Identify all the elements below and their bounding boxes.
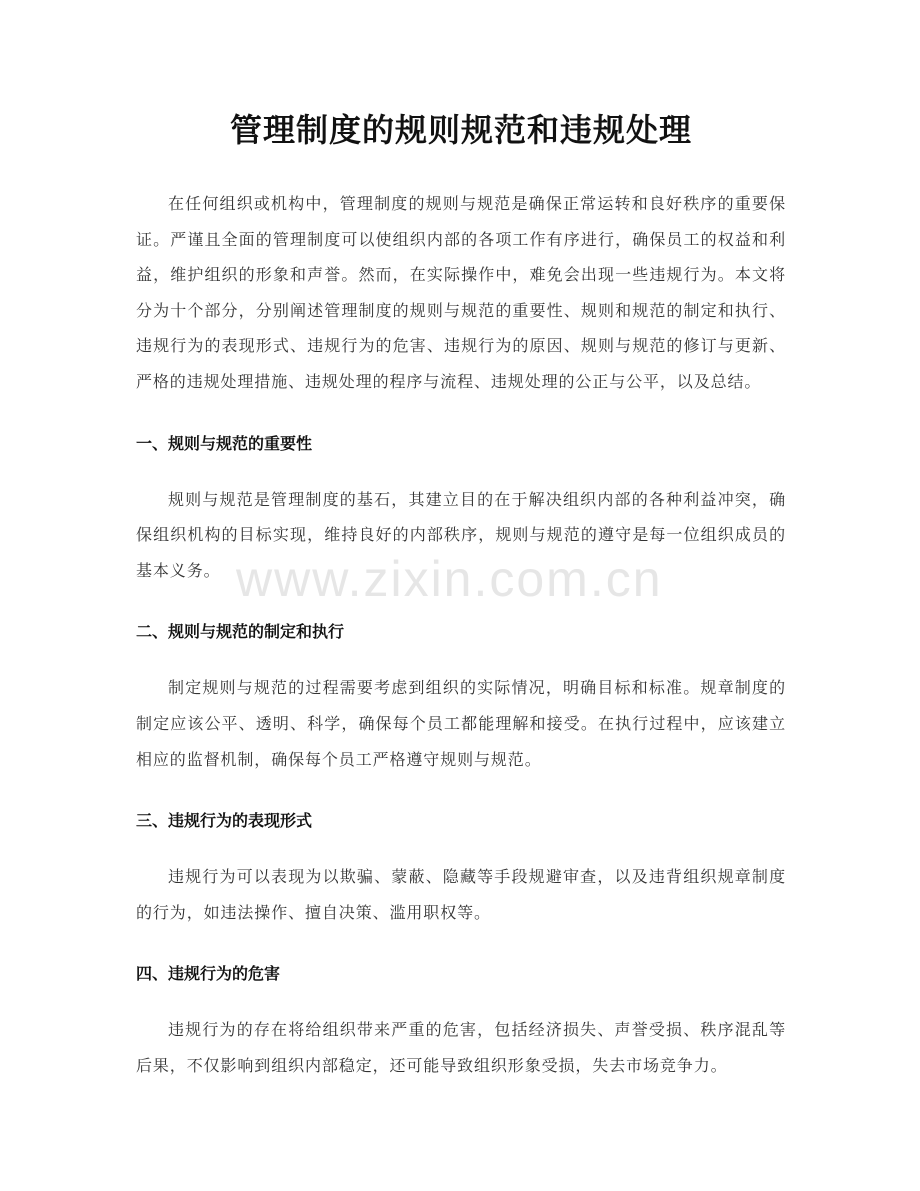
- section-heading: 三、违规行为的表现形式: [136, 811, 313, 831]
- section-1: [136, 426, 786, 589]
- document-title: 管理制度的规则规范和违规处理: [229, 111, 692, 149]
- section-paragraph: 规则与规范是管理制度的基石，其建立目的在于解决组织内部的各种利益冲突，确保组织机构的目标实现，维持良好的内部秩序，规则与规范的遵守是每一位组织成员的基本义务。: [136, 489, 786, 580]
- watermark: www.zixin.com.cn: [236, 551, 663, 607]
- section-heading: 四、违规行为的危害: [136, 964, 281, 984]
- intro-paragraph: 在任何组织或机构中，管理制度的规则与规范是确保正常运转和良好秩序的重要保证。严谨且全面的管理制度可以使组织内部的各项工作有序进行，确保员工的权益和利益，维护组织的形象和声誉。然而，在实际操作中，难免会出现一些违规行为。本文将分为十个部分，分别阐述管理制度的规则与规范的重要性、规则和规范的制定和执行、违规行为的表现形式、违规行为的危害、违规行为的原因、规则与规范的修订与更新、严格的违规处理措施、违规处理的程序与流程、违规处理的公正与公平，以及总结。: [136, 194, 786, 391]
- section-2: [136, 614, 786, 777]
- document-page: [136, 0, 786, 1084]
- section-3: [136, 803, 786, 930]
- section-heading: 一、规则与规范的重要性: [136, 433, 313, 453]
- section-paragraph: 违规行为可以表现为以欺骗、蒙蔽、隐藏等手段规避审查，以及违背组织规章制度的行为，如违法操作、擅自决策、滥用职权等。: [136, 867, 786, 922]
- section-heading: 二、规则与规范的制定和执行: [136, 622, 345, 642]
- section-paragraph: 制定规则与规范的过程需要考虑到组织的实际情况，明确目标和标准。规章制度的制定应该公平、透明、科学，确保每个员工都能理解和接受。在执行过程中，应该建立相应的监督机制，确保每个员工严格遵守规则与规范。: [136, 678, 786, 769]
- section-paragraph: 违规行为的存在将给组织带来严重的危害，包括经济损失、声誉受损、秩序混乱等后果，不仅影响到组织内部稳定，还可能导致组织形象受损，失去市场竞争力。: [136, 1020, 786, 1075]
- intro-section: [136, 186, 786, 400]
- section-4: [136, 956, 786, 1083]
